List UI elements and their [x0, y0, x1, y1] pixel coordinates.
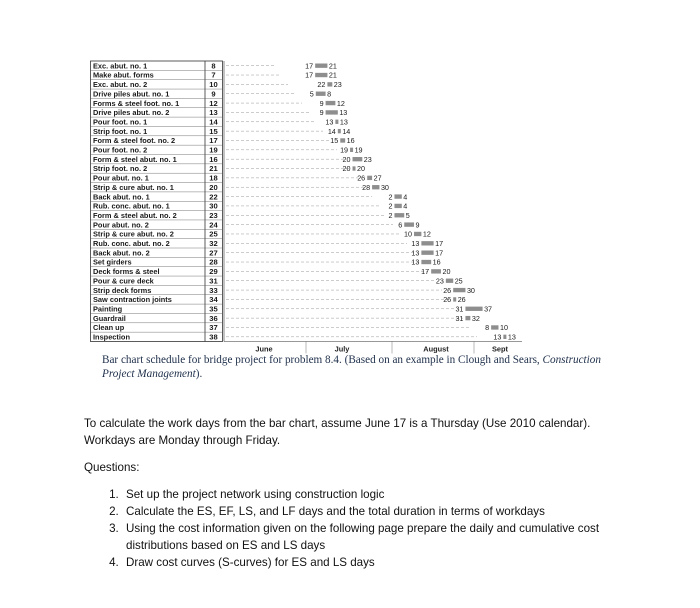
activity-bar [353, 166, 356, 170]
activity-name: Rub. conc. abut. no. 2 [93, 239, 170, 248]
bar-start-label: 2 [388, 201, 393, 211]
activity-bar [404, 222, 414, 226]
bar-end-label: 12 [336, 98, 345, 108]
bar-end-label: 26 [457, 295, 466, 305]
activity-bar [326, 110, 338, 114]
activity-name: Strip foot. no. 1 [93, 126, 148, 136]
activity-name: Form & steel foot. no. 2 [93, 136, 176, 146]
bar-end-label: 5 [405, 210, 410, 220]
activity-number: 16 [209, 154, 218, 164]
intro-paragraph: To calculate the work days from the bar chart, assume June 17 is a Thursday (Use 2010 calendar). Workdays are Monday through Friday. [84, 417, 591, 447]
bar-end-label: 17 [435, 239, 444, 248]
bar-end-label: 4 [403, 192, 408, 202]
bar-end-label: 20 [442, 267, 451, 277]
bar-end-label: 23 [333, 80, 342, 90]
bar-start-label: 13 [411, 248, 420, 258]
bar-start-label: 17 [305, 61, 314, 71]
activity-number: 22 [209, 192, 218, 202]
bar-start-label: 8 [485, 323, 490, 333]
activity-bar [372, 185, 379, 189]
bar-end-label: 10 [499, 323, 508, 333]
activity-bar [421, 251, 433, 255]
activity-name: Strip & cure abut. no. 1 [93, 182, 174, 192]
activity-name: Set girders [93, 257, 132, 267]
bar-start-label: 26 [443, 295, 452, 305]
activity-number: 35 [209, 304, 218, 314]
activity-name: Pour & cure deck [93, 276, 154, 286]
bar-end-label: 21 [328, 70, 337, 80]
bar-start-label: 31 [455, 313, 464, 323]
activity-number: 15 [209, 126, 218, 136]
month-label: July [334, 344, 350, 354]
bar-end-label: 12 [422, 229, 431, 239]
bar-start-label: 5 [309, 89, 314, 99]
bar-end-label: 13 [339, 117, 348, 127]
activity-rows [91, 61, 478, 341]
bar-end-label: 19 [354, 145, 363, 155]
bar-end-label: 32 [471, 313, 480, 323]
bar-end-label: 30 [466, 285, 475, 295]
activity-name: Deck forms & steel [93, 267, 160, 277]
questions-heading: Questions: [84, 461, 140, 474]
activity-name: Inspection [93, 332, 130, 342]
bar-start-label: 26 [443, 285, 452, 295]
activity-name: Pour abut. no. 2 [93, 220, 149, 230]
bar-end-label: 4 [403, 201, 408, 211]
bar-chart-schedule [90, 55, 530, 354]
activity-bar [394, 204, 401, 208]
question-item: 3. Using the cost information given on the following page prepare the daily and cumulative cost distributions based on ES and LS days [122, 520, 644, 554]
activity-name: Painting [93, 304, 123, 314]
activity-name: Form & steel abut. no. 2 [93, 210, 177, 220]
month-label: June [255, 344, 273, 354]
activity-number: 8 [211, 61, 216, 71]
caption-book-title: Construction Project Management [102, 354, 601, 380]
bar-end-label: 9 [415, 220, 420, 230]
activity-name: Drive piles abut. no. 1 [93, 89, 170, 99]
activity-bar [340, 138, 345, 142]
activity-name: Exc. abut. no. 2 [93, 80, 148, 90]
questions-list-wrapper [84, 486, 644, 571]
bar-start-label: 26 [357, 173, 366, 183]
activity-bar [421, 241, 433, 245]
bar-start-label: 9 [319, 108, 324, 118]
activity-bar [421, 260, 431, 264]
bar-end-label: 27 [373, 173, 382, 183]
activity-name: Strip & cure abut. no. 2 [93, 229, 174, 239]
bar-end-label: 13 [339, 108, 348, 118]
activity-bar [335, 120, 338, 124]
month-label: August [423, 344, 449, 354]
question-item: 2. Calculate the ES, EF, LS, and LF days and the total duration in terms of workdays [122, 503, 644, 520]
activity-number: 37 [209, 323, 218, 333]
activity-number: 23 [209, 210, 218, 220]
bar-start-label: 15 [330, 136, 339, 146]
bar-start-label: 6 [398, 220, 403, 230]
activity-name: Exc. abut. no. 1 [93, 61, 148, 71]
activity-number: 34 [209, 295, 218, 305]
activity-bar [431, 269, 441, 273]
question-item: 1. Set up the project network using construction logic [122, 486, 644, 503]
bar-end-label: 16 [432, 257, 441, 267]
activity-name: Back abut. no. 2 [93, 248, 150, 258]
activity-number: 36 [209, 313, 218, 323]
activity-bar [394, 194, 401, 198]
bar-start-label: 20 [342, 154, 351, 164]
bar-start-label: 28 [362, 182, 371, 192]
activity-name: Form & steel abut. no. 1 [93, 154, 177, 164]
activity-name: Strip foot. no. 2 [93, 164, 148, 174]
activity-name: Forms & steel foot. no. 1 [93, 98, 180, 108]
activity-number: 38 [209, 332, 218, 342]
bar-start-label: 17 [305, 70, 314, 80]
activity-bar [316, 92, 326, 96]
activity-number: 17 [209, 136, 218, 146]
activity-bar [367, 176, 372, 180]
caption-end: ). [195, 368, 203, 380]
activity-bar [350, 148, 353, 152]
activity-bar [327, 82, 332, 86]
bar-start-label: 19 [340, 145, 349, 155]
activity-number: 31 [209, 276, 218, 286]
bar-start-label: 23 [435, 276, 444, 286]
activity-number: 13 [209, 108, 218, 118]
activity-name: Pour foot. no. 2 [93, 145, 148, 155]
activity-number: 25 [209, 229, 218, 239]
bar-end-label: 20 [357, 164, 366, 174]
bar-start-label: 9 [319, 98, 324, 108]
bar-start-label: 17 [421, 267, 430, 277]
activity-bar [453, 288, 465, 292]
activity-number: 28 [209, 257, 218, 267]
activity-name: Drive piles abut. no. 2 [93, 108, 170, 118]
bar-start-label: 13 [411, 257, 420, 267]
caption-text: Bar chart schedule for bridge project for problem 8.4. (Based on an example in Clough and Sears, [102, 354, 540, 366]
bar-end-label: 25 [454, 276, 463, 286]
activity-bar [446, 279, 453, 283]
question-item: 4. Draw cost curves (S-curves) for ES and LS days [122, 554, 644, 571]
activity-bar [315, 64, 327, 68]
activity-bar [465, 307, 482, 311]
activity-bar [394, 213, 404, 217]
bar-end-label: 16 [346, 136, 355, 146]
activity-number: 33 [209, 285, 218, 295]
bar-start-label: 13 [325, 117, 334, 127]
activity-number: 27 [209, 248, 218, 258]
activity-number: 32 [209, 239, 218, 248]
activity-number: 9 [211, 89, 216, 99]
bar-start-label: 13 [411, 239, 420, 248]
bar-start-label: 2 [388, 210, 393, 220]
bar-end-label: 23 [363, 154, 372, 164]
bar-end-label: 8 [327, 89, 332, 99]
activity-number: 19 [209, 145, 218, 155]
activity-number: 12 [209, 98, 218, 108]
activity-bar [353, 157, 363, 161]
bar-start-label: 14 [327, 126, 336, 136]
activity-bar [326, 101, 336, 105]
activity-number: 21 [209, 164, 218, 174]
activity-name: Pour foot. no. 1 [93, 117, 148, 127]
activity-name: Guardrail [93, 313, 126, 323]
figure-caption [102, 353, 602, 381]
bar-end-label: 17 [435, 248, 444, 258]
bar-end-label: 21 [328, 61, 337, 71]
activity-number: 18 [209, 173, 218, 183]
activity-name: Strip deck forms [93, 285, 152, 295]
activity-bar [453, 297, 456, 301]
activity-number: 20 [209, 182, 218, 192]
bar-start-label: 20 [342, 164, 351, 174]
activity-bar [465, 316, 470, 320]
activity-name: Back abut. no. 1 [93, 192, 150, 202]
bar-end-label: 37 [484, 304, 493, 314]
bar-end-label: 30 [380, 182, 389, 192]
bar-start-label: 2 [388, 192, 393, 202]
bar-end-label: 13 [507, 332, 516, 342]
activity-bar [414, 232, 421, 236]
activity-number: 24 [209, 220, 218, 230]
bar-start-label: 10 [404, 229, 413, 239]
bar-start-label: 22 [317, 80, 326, 90]
questions-list [84, 486, 644, 571]
activity-number: 10 [209, 80, 218, 90]
activity-name: Rub. conc. abut. no. 1 [93, 201, 170, 211]
activity-number: 29 [209, 267, 218, 277]
activity-number: 30 [209, 201, 218, 211]
bar-end-label: 14 [342, 126, 351, 136]
activity-number: 7 [211, 70, 216, 80]
activity-name: Pour abut. no. 1 [93, 173, 149, 183]
activity-name: Saw contraction joints [93, 295, 172, 305]
activity-name: Make abut. forms [93, 70, 154, 80]
bar-start-label: 13 [493, 332, 502, 342]
activity-bar [338, 129, 341, 133]
activity-bar [315, 73, 327, 77]
activity-bar [503, 335, 506, 339]
activity-bar [491, 325, 498, 329]
activity-name: Clean up [93, 323, 125, 333]
activity-number: 14 [209, 117, 218, 127]
bar-start-label: 31 [455, 304, 464, 314]
month-label: Sept [491, 344, 509, 354]
